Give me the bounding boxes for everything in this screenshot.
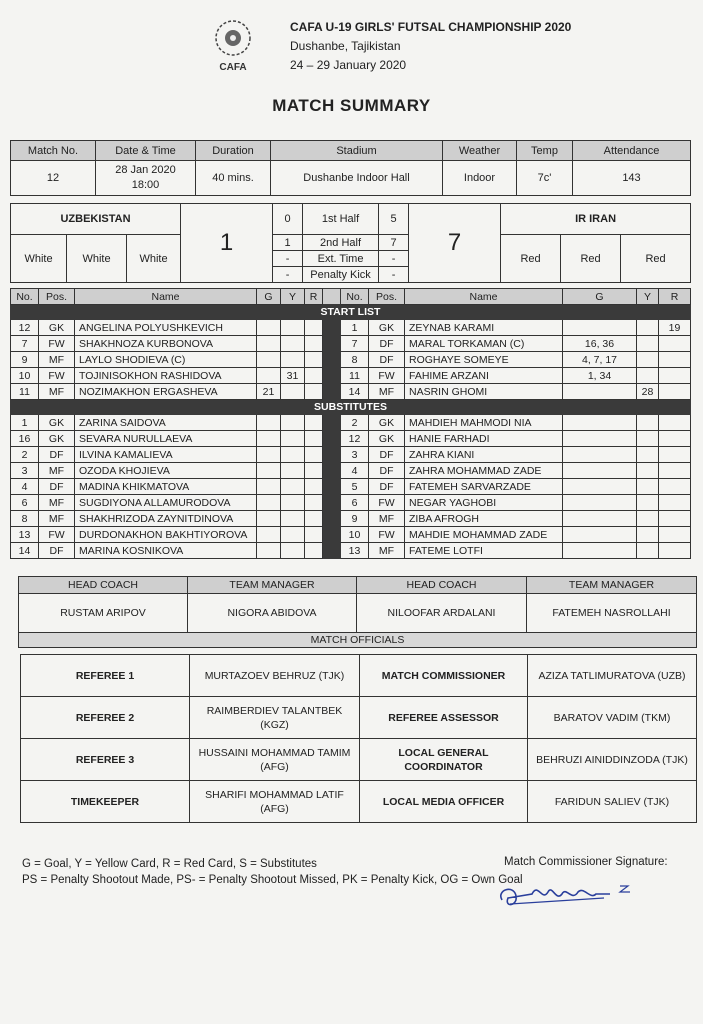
away-player-yellow: [637, 511, 659, 527]
header-no: No.: [341, 289, 369, 305]
away-player-yellow: [637, 479, 659, 495]
divider: [323, 336, 341, 352]
home-player-no: 4: [11, 479, 39, 495]
home-player-no: 10: [11, 368, 39, 384]
divider: [323, 543, 341, 559]
label-1st-half: 1st Half: [303, 204, 379, 235]
player-row: [11, 495, 691, 511]
away-penalty: -: [379, 267, 409, 283]
home-team-manager-label: TEAM MANAGER: [188, 577, 357, 594]
officials-row: [21, 697, 697, 739]
away-player-name: FAHIME ARZANI: [405, 368, 563, 384]
away-player-pos: GK: [369, 415, 405, 431]
home-player-name: SHAKHRIZODA ZAYNITDINOVA: [75, 511, 257, 527]
referee-2-label: REFEREE 2: [21, 697, 190, 739]
home-player-no: 6: [11, 495, 39, 511]
legend: [22, 856, 523, 888]
away-player-name: NASRIN GHOMI: [405, 384, 563, 400]
header-g: G: [563, 289, 637, 305]
away-player-yellow: 28: [637, 384, 659, 400]
away-player-no: 11: [341, 368, 369, 384]
away-kit-shorts: Red: [561, 235, 621, 283]
home-kit-shorts: White: [67, 235, 127, 283]
divider: [323, 511, 341, 527]
header-name: Name: [405, 289, 563, 305]
player-row: [11, 352, 691, 368]
home-head-coach: RUSTAM ARIPOV: [19, 594, 188, 633]
officials-row: [21, 781, 697, 823]
match-officials-heading: MATCH OFFICIALS: [19, 633, 697, 648]
away-player-red: [659, 543, 691, 559]
home-score: 1: [181, 204, 273, 283]
header-date-time: Date & Time: [96, 141, 196, 161]
home-penalty: -: [273, 267, 303, 283]
player-row: [11, 463, 691, 479]
away-team-manager: FATEMEH NASROLLAHI: [527, 594, 697, 633]
divider: [323, 352, 341, 368]
away-player-no: 4: [341, 463, 369, 479]
away-player-yellow: [637, 368, 659, 384]
away-player-pos: GK: [369, 431, 405, 447]
home-player-yellow: [281, 543, 305, 559]
home-player-no: 13: [11, 527, 39, 543]
away-player-red: [659, 336, 691, 352]
away-player-no: 13: [341, 543, 369, 559]
away-player-goals: [563, 495, 637, 511]
away-player-no: 2: [341, 415, 369, 431]
player-row: [11, 511, 691, 527]
home-player-red: [305, 543, 323, 559]
home-player-pos: GK: [39, 320, 75, 336]
home-player-goals: [257, 479, 281, 495]
divider: [323, 479, 341, 495]
header-weather: Weather: [443, 141, 517, 161]
away-player-pos: FW: [369, 368, 405, 384]
header-r: R: [305, 289, 323, 305]
home-player-pos: MF: [39, 495, 75, 511]
away-player-red: [659, 463, 691, 479]
home-player-no: 1: [11, 415, 39, 431]
away-player-red: [659, 415, 691, 431]
home-player-red: [305, 463, 323, 479]
home-player-yellow: [281, 511, 305, 527]
home-player-red: [305, 431, 323, 447]
officials-row: [21, 655, 697, 697]
home-player-yellow: [281, 431, 305, 447]
away-player-no: 9: [341, 511, 369, 527]
home-player-goals: [257, 511, 281, 527]
away-player-name: ZEYNAB KARAMI: [405, 320, 563, 336]
home-player-pos: MF: [39, 511, 75, 527]
home-player-yellow: [281, 352, 305, 368]
away-kit-shirt: Red: [501, 235, 561, 283]
attendance: 143: [573, 161, 691, 196]
away-player-goals: 4, 7, 17: [563, 352, 637, 368]
page-title: MATCH SUMMARY: [272, 96, 431, 115]
player-row: [11, 384, 691, 400]
home-player-name: MARINA KOSNIKOVA: [75, 543, 257, 559]
home-player-red: [305, 527, 323, 543]
away-player-name: ZAHRA KIANI: [405, 447, 563, 463]
away-player-yellow: [637, 415, 659, 431]
away-player-red: [659, 511, 691, 527]
match-no: 12: [11, 161, 96, 196]
label-penalty-kick: Penalty Kick: [303, 267, 379, 283]
header-match-no: Match No.: [11, 141, 96, 161]
home-player-pos: FW: [39, 336, 75, 352]
away-player-pos: FW: [369, 527, 405, 543]
player-row: [11, 320, 691, 336]
header-g: G: [257, 289, 281, 305]
away-player-no: 1: [341, 320, 369, 336]
stadium: Dushanbe Indoor Hall: [271, 161, 443, 196]
header-temp: Temp: [517, 141, 573, 161]
away-player-goals: 1, 34: [563, 368, 637, 384]
home-player-name: SUGDIYONA ALLAMURODOVA: [75, 495, 257, 511]
away-player-goals: 16, 36: [563, 336, 637, 352]
event-header: [290, 18, 571, 75]
home-player-goals: [257, 431, 281, 447]
away-player-yellow: [637, 527, 659, 543]
home-kit-shirt: White: [11, 235, 67, 283]
away-2nd-half: 7: [379, 235, 409, 251]
away-player-no: 3: [341, 447, 369, 463]
home-player-red: [305, 384, 323, 400]
signature-icon: [492, 872, 642, 916]
home-player-goals: [257, 495, 281, 511]
away-player-goals: [563, 543, 637, 559]
header-pos: Pos.: [39, 289, 75, 305]
away-player-name: ZIBA AFROGH: [405, 511, 563, 527]
away-player-pos: DF: [369, 352, 405, 368]
home-player-red: [305, 415, 323, 431]
divider: [323, 415, 341, 431]
home-player-name: ZARINA SAIDOVA: [75, 415, 257, 431]
players-table: [10, 288, 691, 559]
officials-table: [20, 654, 697, 823]
home-player-yellow: [281, 384, 305, 400]
away-player-red: [659, 384, 691, 400]
home-player-goals: 21: [257, 384, 281, 400]
away-player-pos: DF: [369, 479, 405, 495]
away-player-goals: [563, 447, 637, 463]
home-player-name: MADINA KHIKMATOVA: [75, 479, 257, 495]
duration: 40 mins.: [196, 161, 271, 196]
home-player-name: SHAKHNOZA KURBONOVA: [75, 336, 257, 352]
home-team-manager: NIGORA ABIDOVA: [188, 594, 357, 633]
home-player-name: OZODA KHOJIEVA: [75, 463, 257, 479]
away-player-no: 6: [341, 495, 369, 511]
local-general-coordinator: BEHRUZI AINIDDINZODA (TJK): [528, 739, 697, 781]
home-player-red: [305, 495, 323, 511]
home-player-no: 2: [11, 447, 39, 463]
home-player-no: 8: [11, 511, 39, 527]
away-1st-half: 5: [379, 204, 409, 235]
away-player-goals: [563, 431, 637, 447]
away-player-yellow: [637, 463, 659, 479]
away-kit-socks: Red: [621, 235, 691, 283]
header-stadium: Stadium: [271, 141, 443, 161]
home-player-pos: GK: [39, 431, 75, 447]
home-player-name: ILVINA KAMALIEVA: [75, 447, 257, 463]
away-player-pos: GK: [369, 320, 405, 336]
home-player-no: 9: [11, 352, 39, 368]
home-player-name: TOJINISOKHON RASHIDOVA: [75, 368, 257, 384]
referee-2: RAIMBERDIEV TALANTBEK (KGZ): [190, 697, 360, 739]
timekeeper-label: TIMEKEEPER: [21, 781, 190, 823]
home-player-red: [305, 352, 323, 368]
home-player-goals: [257, 527, 281, 543]
away-player-yellow: [637, 336, 659, 352]
label-ext-time: Ext. Time: [303, 251, 379, 267]
away-score: 7: [409, 204, 501, 283]
home-player-pos: MF: [39, 352, 75, 368]
header-y: Y: [637, 289, 659, 305]
away-player-yellow: [637, 352, 659, 368]
home-head-coach-label: HEAD COACH: [19, 577, 188, 594]
away-player-pos: DF: [369, 447, 405, 463]
referee-1-label: REFEREE 1: [21, 655, 190, 697]
legend-line-1: G = Goal, Y = Yellow Card, R = Red Card, S = Substitutes: [22, 858, 317, 870]
away-player-name: FATEMEH SARVARZADE: [405, 479, 563, 495]
away-player-goals: [563, 320, 637, 336]
header-attendance: Attendance: [573, 141, 691, 161]
home-player-name: ANGELINA POLYUSHKEVICH: [75, 320, 257, 336]
away-player-name: NEGAR YAGHOBI: [405, 495, 563, 511]
home-player-no: 16: [11, 431, 39, 447]
header-pos: Pos.: [369, 289, 405, 305]
away-player-goals: [563, 511, 637, 527]
away-player-pos: DF: [369, 463, 405, 479]
home-player-pos: MF: [39, 463, 75, 479]
referee-assessor-label: REFEREE ASSESSOR: [360, 697, 528, 739]
away-player-no: 14: [341, 384, 369, 400]
home-team-name: UZBEKISTAN: [11, 204, 181, 235]
home-kit-socks: White: [127, 235, 181, 283]
away-player-red: [659, 495, 691, 511]
divider: [323, 289, 341, 305]
date-time: [96, 161, 196, 196]
home-player-goals: [257, 415, 281, 431]
home-player-pos: DF: [39, 479, 75, 495]
away-player-red: [659, 527, 691, 543]
home-player-pos: DF: [39, 543, 75, 559]
away-player-no: 7: [341, 336, 369, 352]
player-row: [11, 368, 691, 384]
home-player-red: [305, 336, 323, 352]
away-player-yellow: [637, 320, 659, 336]
signature-label: Match Commissioner Signature:: [504, 856, 668, 868]
local-media-officer: FARIDUN SALIEV (TJK): [528, 781, 697, 823]
player-row: [11, 447, 691, 463]
divider: [323, 495, 341, 511]
players-header-row: [11, 289, 691, 305]
away-player-red: [659, 447, 691, 463]
away-player-pos: FW: [369, 495, 405, 511]
referee-3-label: REFEREE 3: [21, 739, 190, 781]
home-player-goals: [257, 463, 281, 479]
away-player-goals: [563, 415, 637, 431]
away-player-yellow: [637, 431, 659, 447]
away-head-coach: NILOOFAR ARDALANI: [357, 594, 527, 633]
home-player-red: [305, 511, 323, 527]
home-player-name: DURDONAKHON BAKHTIYOROVA: [75, 527, 257, 543]
player-row: [11, 543, 691, 559]
away-player-pos: MF: [369, 384, 405, 400]
home-1st-half: 0: [273, 204, 303, 235]
divider: [323, 431, 341, 447]
match-date: 28 Jan 2020: [115, 164, 176, 176]
home-player-no: 12: [11, 320, 39, 336]
home-2nd-half: 1: [273, 235, 303, 251]
away-player-goals: [563, 527, 637, 543]
home-player-yellow: [281, 447, 305, 463]
away-player-no: 12: [341, 431, 369, 447]
home-player-goals: [257, 352, 281, 368]
player-row: [11, 336, 691, 352]
home-player-yellow: [281, 479, 305, 495]
away-player-red: [659, 479, 691, 495]
away-head-coach-label: HEAD COACH: [357, 577, 527, 594]
substitutes-heading: SUBSTITUTES: [11, 400, 691, 415]
referee-1: MURTAZOEV BEHRUZ (TJK): [190, 655, 360, 697]
away-team-name: IR IRAN: [501, 204, 691, 235]
start-list-heading: START LIST: [11, 305, 691, 320]
away-player-name: MAHDIEH MAHMODI NIA: [405, 415, 563, 431]
home-player-no: 3: [11, 463, 39, 479]
event-title: CAFA U-19 GIRLS' FUTSAL CHAMPIONSHIP 2020: [290, 20, 572, 34]
away-player-yellow: [637, 447, 659, 463]
home-player-red: [305, 320, 323, 336]
divider: [323, 320, 341, 336]
home-player-pos: DF: [39, 447, 75, 463]
away-player-red: [659, 431, 691, 447]
divider: [323, 368, 341, 384]
away-team-manager-label: TEAM MANAGER: [527, 577, 697, 594]
temp: 7c': [517, 161, 573, 196]
player-row: [11, 431, 691, 447]
home-player-name: SEVARA NURULLAEVA: [75, 431, 257, 447]
home-player-red: [305, 368, 323, 384]
away-player-red: 19: [659, 320, 691, 336]
home-ext-time: -: [273, 251, 303, 267]
home-player-yellow: [281, 463, 305, 479]
player-row: [11, 527, 691, 543]
referee-3: HUSSAINI MOHAMMAD TAMIM (AFG): [190, 739, 360, 781]
away-player-no: 10: [341, 527, 369, 543]
away-player-goals: [563, 479, 637, 495]
away-player-pos: DF: [369, 336, 405, 352]
staff-table: [18, 576, 697, 648]
home-player-goals: [257, 368, 281, 384]
match-commissioner-label: MATCH COMMISSIONER: [360, 655, 528, 697]
away-ext-time: -: [379, 251, 409, 267]
weather: Indoor: [443, 161, 517, 196]
player-row: [11, 479, 691, 495]
local-media-officer-label: LOCAL MEDIA OFFICER: [360, 781, 528, 823]
away-player-yellow: [637, 543, 659, 559]
away-player-goals: [563, 384, 637, 400]
home-player-pos: MF: [39, 384, 75, 400]
home-player-goals: [257, 447, 281, 463]
header-duration: Duration: [196, 141, 271, 161]
away-player-no: 5: [341, 479, 369, 495]
home-player-red: [305, 447, 323, 463]
divider: [323, 384, 341, 400]
referee-assessor: BARATOV VADIM (TKM): [528, 697, 697, 739]
divider: [323, 463, 341, 479]
home-player-yellow: [281, 320, 305, 336]
logo-text: CAFA: [219, 62, 247, 73]
away-player-pos: MF: [369, 511, 405, 527]
away-player-pos: MF: [369, 543, 405, 559]
home-player-red: [305, 479, 323, 495]
cafa-logo-icon: [210, 16, 256, 74]
home-player-yellow: [281, 495, 305, 511]
divider: [323, 447, 341, 463]
home-player-goals: [257, 320, 281, 336]
away-player-no: 8: [341, 352, 369, 368]
home-player-no: 14: [11, 543, 39, 559]
away-player-red: [659, 368, 691, 384]
divider: [323, 527, 341, 543]
label-2nd-half: 2nd Half: [303, 235, 379, 251]
home-player-name: LAYLO SHODIEVA (C): [75, 352, 257, 368]
event-location: Dushanbe, Tajikistan: [290, 39, 401, 53]
away-player-name: FATEME LOTFI: [405, 543, 563, 559]
match-info-table: [10, 140, 691, 196]
home-player-yellow: [281, 527, 305, 543]
home-player-goals: [257, 336, 281, 352]
score-table: [10, 203, 691, 283]
home-player-yellow: [281, 415, 305, 431]
home-player-goals: [257, 543, 281, 559]
header-no: No.: [11, 289, 39, 305]
home-player-name: NOZIMAKHON ERGASHEVA: [75, 384, 257, 400]
away-player-name: ROGHAYE SOMEYE: [405, 352, 563, 368]
home-player-no: 7: [11, 336, 39, 352]
timekeeper: SHARIFI MOHAMMAD LATIF (AFG): [190, 781, 360, 823]
event-dates: 24 – 29 January 2020: [290, 58, 407, 72]
match-commissioner: AZIZA TATLIMURATOVA (UZB): [528, 655, 697, 697]
home-player-yellow: 31: [281, 368, 305, 384]
home-player-pos: FW: [39, 368, 75, 384]
away-player-yellow: [637, 495, 659, 511]
away-player-name: ZAHRA MOHAMMAD ZADE: [405, 463, 563, 479]
away-player-red: [659, 352, 691, 368]
away-player-name: MAHDIE MOHAMMAD ZADE: [405, 527, 563, 543]
player-row: [11, 415, 691, 431]
header-y: Y: [281, 289, 305, 305]
legend-line-2: PS = Penalty Shootout Made, PS- = Penalty Shootout Missed, PK = Penalty Kick, OG = Own Goal: [22, 874, 523, 886]
away-player-name: MARAL TORKAMAN (C): [405, 336, 563, 352]
away-player-name: HANIE FARHADI: [405, 431, 563, 447]
header-r: R: [659, 289, 691, 305]
home-player-pos: GK: [39, 415, 75, 431]
header-name: Name: [75, 289, 257, 305]
home-player-pos: FW: [39, 527, 75, 543]
home-player-no: 11: [11, 384, 39, 400]
local-general-coordinator-label: LOCAL GENERAL COORDINATOR: [360, 739, 528, 781]
officials-row: [21, 739, 697, 781]
home-player-yellow: [281, 336, 305, 352]
away-player-goals: [563, 463, 637, 479]
match-time: 18:00: [131, 179, 160, 191]
